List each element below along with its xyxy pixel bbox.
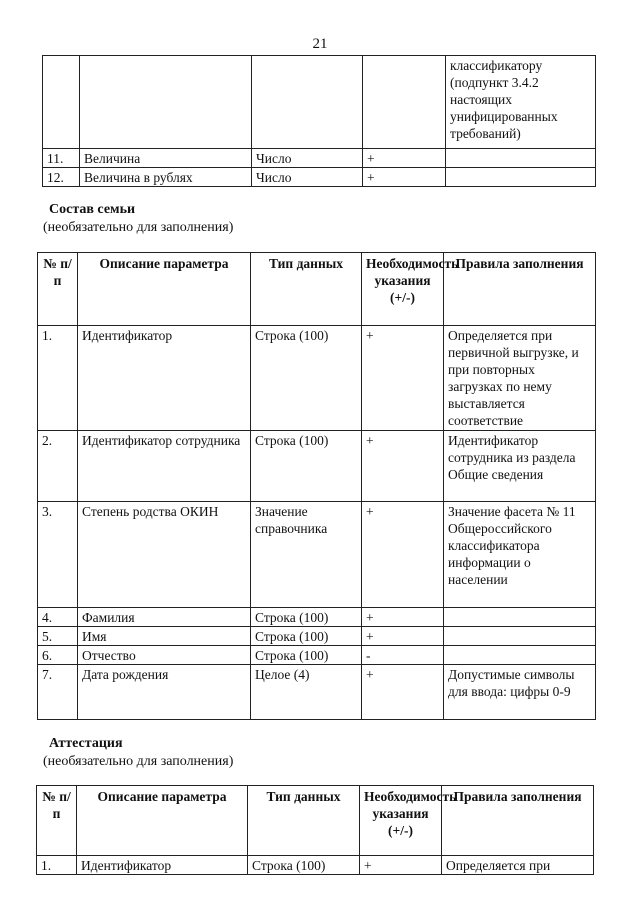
- parameter-description: Фамилия: [78, 608, 251, 627]
- header-required: Необходимость указания (+/-): [360, 786, 442, 856]
- fill-rules: [444, 627, 596, 646]
- data-type: Строка (100): [251, 326, 362, 431]
- parameter-description: Идентификатор: [77, 856, 248, 875]
- parameter-description: Степень родства ОКИН: [78, 502, 251, 608]
- row-number: 4.: [38, 608, 78, 627]
- row-number: 3.: [38, 502, 78, 608]
- row-number: [43, 56, 80, 149]
- parameter-description: Идентификатор: [78, 326, 251, 431]
- data-type: Число: [252, 168, 363, 187]
- fill-rules: [444, 608, 596, 627]
- data-type: Строка (100): [251, 627, 362, 646]
- table-row: [43, 149, 596, 168]
- fill-rules: [444, 646, 596, 665]
- header-description: Описание параметра: [78, 253, 251, 326]
- header-rules: Правила заполнения: [444, 253, 596, 326]
- header-number: № п/п: [38, 253, 78, 326]
- row-number: 2.: [38, 431, 78, 502]
- row-number: 5.: [38, 627, 78, 646]
- data-type: Целое (4): [251, 665, 362, 720]
- fill-rules: [446, 149, 596, 168]
- table-row: [38, 502, 596, 608]
- section-subtitle-family: (необязательно для заполнения): [43, 220, 234, 235]
- table-header-row: [37, 786, 594, 856]
- table-row: [38, 627, 596, 646]
- required-flag: +: [362, 326, 444, 431]
- table-row: [38, 608, 596, 627]
- required-flag: +: [363, 149, 446, 168]
- required-flag: +: [362, 431, 444, 502]
- table-row: [38, 646, 596, 665]
- table-row: [43, 56, 596, 149]
- section-title-attestation: Аттестация: [49, 736, 123, 751]
- parameter-description: Идентификатор сотрудника: [78, 431, 251, 502]
- row-number: 1.: [37, 856, 77, 875]
- data-type: Строка (100): [251, 646, 362, 665]
- continuation-table: [42, 55, 596, 187]
- page-number: 21: [312, 36, 328, 52]
- header-number: № п/п: [37, 786, 77, 856]
- section-title-family: Состав семьи: [49, 202, 136, 217]
- parameter-description: Величина: [80, 149, 252, 168]
- required-flag: +: [360, 856, 442, 875]
- parameter-description: Дата рождения: [78, 665, 251, 720]
- fill-rules: Определяется при первичной выгрузке, и при повторных загрузках по нему выставляется соответствие: [444, 326, 596, 431]
- fill-rules: Значение фасета № 11 Общероссийского классификатора информации о населении: [444, 502, 596, 608]
- family-table: [37, 252, 596, 720]
- row-number: 7.: [38, 665, 78, 720]
- header-data-type: Тип данных: [251, 253, 362, 326]
- data-type: Число: [252, 149, 363, 168]
- data-type: [252, 56, 363, 149]
- table-row: [37, 856, 594, 875]
- parameter-description: Величина в рублях: [80, 168, 252, 187]
- table-row: [43, 168, 596, 187]
- required-flag: +: [362, 665, 444, 720]
- data-type: Строка (100): [251, 431, 362, 502]
- row-number: 1.: [38, 326, 78, 431]
- header-required: Необходимость указания (+/-): [362, 253, 444, 326]
- header-rules: Правила заполнения: [442, 786, 594, 856]
- fill-rules: Определяется при: [442, 856, 594, 875]
- table-header-row: [38, 253, 596, 326]
- parameter-description: Отчество: [78, 646, 251, 665]
- table-row: [38, 431, 596, 502]
- data-type: Строка (100): [251, 608, 362, 627]
- row-number: 11.: [43, 149, 80, 168]
- header-description: Описание параметра: [77, 786, 248, 856]
- fill-rules: Идентификатор сотрудника из раздела Общие сведения: [444, 431, 596, 502]
- table-row: [38, 326, 596, 431]
- section-subtitle-attestation: (необязательно для заполнения): [43, 754, 234, 769]
- required-flag: +: [362, 608, 444, 627]
- header-data-type: Тип данных: [248, 786, 360, 856]
- row-number: 12.: [43, 168, 80, 187]
- required-flag: +: [362, 502, 444, 608]
- data-type: Строка (100): [248, 856, 360, 875]
- required-flag: [363, 56, 446, 149]
- required-flag: +: [362, 627, 444, 646]
- parameter-description: Имя: [78, 627, 251, 646]
- row-number: 6.: [38, 646, 78, 665]
- parameter-description: [80, 56, 252, 149]
- attestation-table: [36, 785, 594, 875]
- fill-rules: [446, 168, 596, 187]
- fill-rules: классификатору (подпункт 3.4.2 настоящих унифицированных требований): [446, 56, 596, 149]
- data-type: Значение справочника: [251, 502, 362, 608]
- fill-rules: Допустимые символы для ввода: цифры 0-9: [444, 665, 596, 720]
- table-row: [38, 665, 596, 720]
- required-flag: +: [363, 168, 446, 187]
- required-flag: -: [362, 646, 444, 665]
